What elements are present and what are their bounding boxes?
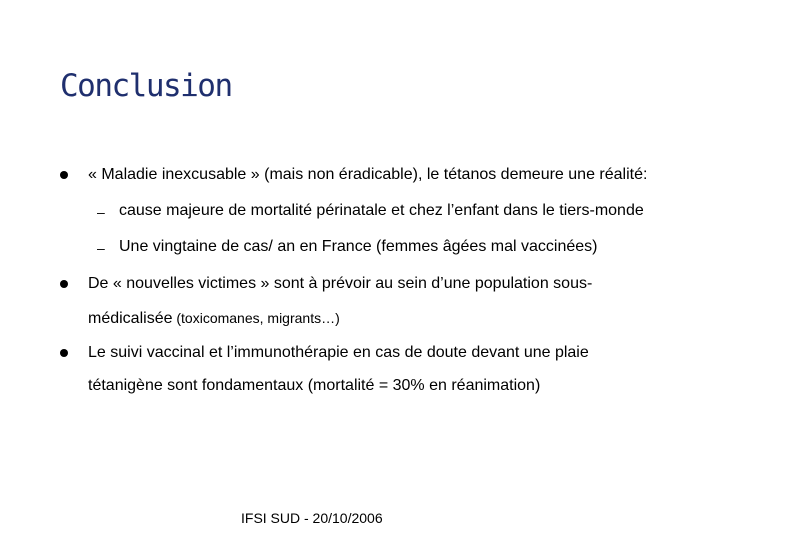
bullet-2-line1: De « nouvelles victimes » sont à prévoir au sein d’une population sous- bbox=[88, 275, 593, 292]
bullet-2-line2 bbox=[88, 308, 340, 329]
sub-bullet-dash: – bbox=[97, 204, 105, 220]
bullet-2-line2-small: (toxicomanes, migrants…) bbox=[172, 310, 340, 326]
bullet-dot bbox=[60, 171, 68, 179]
slide-title: Conclusion bbox=[60, 68, 232, 104]
bullet-3-line1: Le suivi vaccinal et l’immunothérapie en cas de doute devant une plaie bbox=[88, 344, 589, 361]
sub-bullet-2: Une vingtaine de cas/ an en France (femmes âgées mal vaccinées) bbox=[119, 238, 598, 255]
bullet-2-line2-main: médicalisée bbox=[88, 310, 173, 327]
bullet-dot bbox=[60, 280, 68, 288]
bullet-1-text: « Maladie inexcusable » (mais non éradicable), le tétanos demeure une réalité: bbox=[88, 166, 648, 183]
slide-footer: IFSI SUD - 20/10/2006 bbox=[241, 510, 383, 526]
bullet-dot bbox=[60, 349, 68, 357]
bullet-3-line2: tétanigène sont fondamentaux (mortalité = 30% en réanimation) bbox=[88, 377, 541, 394]
sub-bullet-dash: – bbox=[97, 240, 105, 256]
sub-bullet-1: cause majeure de mortalité périnatale et chez l’enfant dans le tiers-monde bbox=[119, 202, 644, 219]
